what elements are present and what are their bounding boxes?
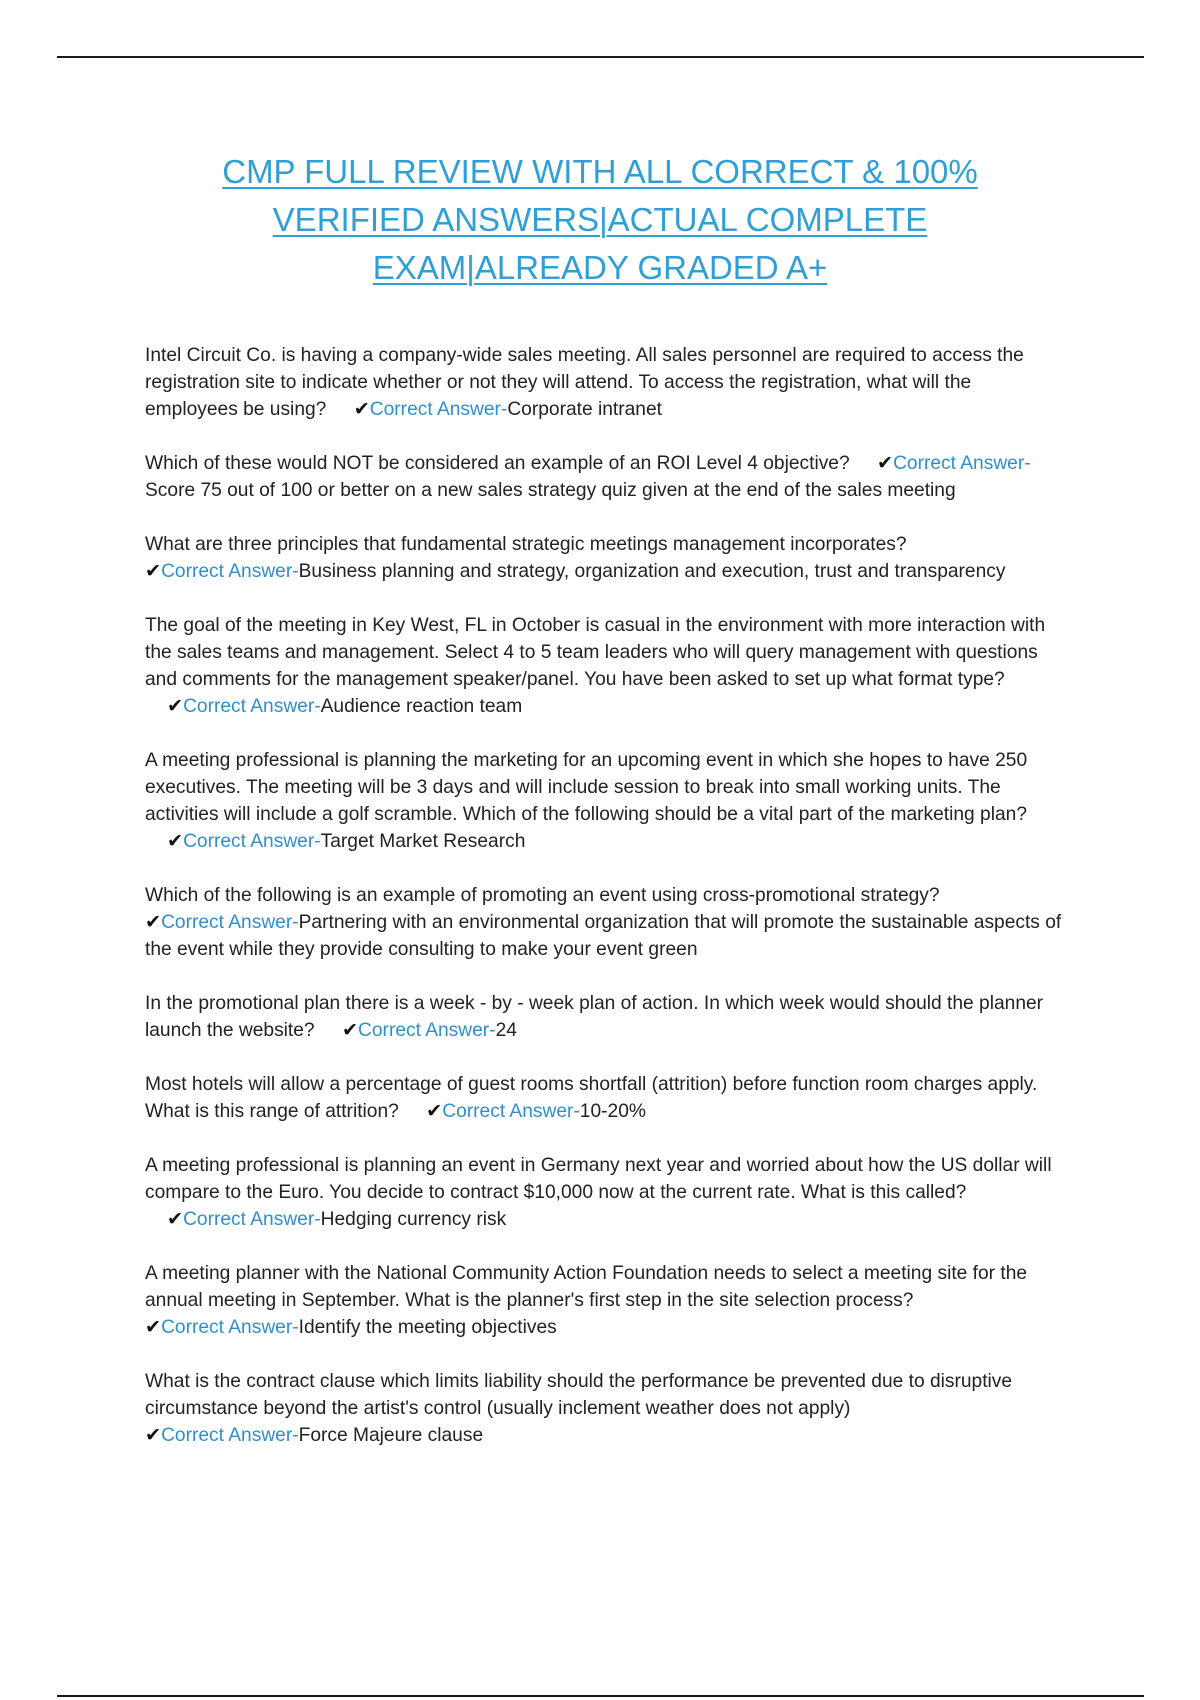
answer-text: 24 xyxy=(495,1020,517,1041)
checkmark-icon: ✔ xyxy=(353,399,370,420)
answer-label: Correct Answer- xyxy=(183,831,321,852)
qa-list xyxy=(145,342,1065,1476)
qa-item xyxy=(145,1071,1065,1125)
question-text: Intel Circuit Co. is having a company-wide sales meeting. All sales personnel are required to access the registration site to indicate whether or not they will attend. To access the registration, what will the employees be using? xyxy=(145,345,1024,420)
question-text: A meeting professional is planning the marketing for an upcoming event in which she hopes to have 250 executives. The meeting will be 3 days and will include session to break into small working units. The activities will include a golf scramble. Which of the following should be a vital part of the marketing plan? xyxy=(145,750,1028,825)
answer-text: Score 75 out of 100 or better on a new sales strategy quiz given at the end of the sales meeting xyxy=(145,480,956,501)
answer-text: Partnering with an environmental organization that will promote the sustainable aspects of the event while they provide consulting to make your event green xyxy=(145,912,1062,960)
answer-label: Correct Answer- xyxy=(161,912,299,933)
answer-text: Business planning and strategy, organization and execution, trust and transparency xyxy=(298,561,1006,582)
question-text: What is the contract clause which limits liability should the performance be prevented due to disruptive circumstance beyond the artist's control (usually inclement weather does not apply) xyxy=(145,1371,1013,1419)
answer-text: Audience reaction team xyxy=(320,696,523,717)
answer-label: Correct Answer- xyxy=(183,1209,321,1230)
qa-item xyxy=(145,450,1065,504)
answer-label: Correct Answer- xyxy=(161,561,299,582)
qa-item xyxy=(145,882,1065,963)
qa-item xyxy=(145,747,1065,855)
qa-item xyxy=(145,1260,1065,1341)
qa-item xyxy=(145,990,1065,1044)
qa-item xyxy=(145,612,1065,720)
checkmark-icon: ✔ xyxy=(167,831,184,852)
question-text: The goal of the meeting in Key West, FL in October is casual in the environment with more interaction with the sales teams and management. Select 4 to 5 team leaders who will query management with questions and comments for the management speaker/panel. You have been asked to set up what format type? xyxy=(145,615,1046,690)
qa-item xyxy=(145,1152,1065,1233)
question-text: A meeting planner with the National Community Action Foundation needs to select a meeting site for the annual meeting in September. What is the planner's first step in the site selection process? xyxy=(145,1263,1028,1311)
answer-label: Correct Answer- xyxy=(161,1317,299,1338)
qa-item xyxy=(145,342,1065,423)
answer-label: Correct Answer- xyxy=(369,399,508,420)
question-text: Most hotels will allow a percentage of guest rooms shortfall (attrition) before function room charges apply. What is this range of attrition? xyxy=(145,1074,1038,1122)
answer-text: Identify the meeting objectives xyxy=(298,1317,557,1338)
question-text: A meeting professional is planning an event in Germany next year and worried about how the US dollar will compare to the Euro. You decide to contract $10,000 now at the current rate. What is this called? xyxy=(145,1155,1052,1203)
checkmark-icon: ✔ xyxy=(145,1425,162,1446)
answer-label: Correct Answer- xyxy=(161,1425,299,1446)
question-text: Which of these would NOT be considered an example of an ROI Level 4 objective? xyxy=(145,453,850,474)
answer-text: Corporate intranet xyxy=(507,399,662,420)
document-title: CMP FULL REVIEW WITH ALL CORRECT & 100% VERIFIED ANSWERS|ACTUAL COMPLETE EXAM|ALREADY GRADED A+ xyxy=(222,153,978,286)
checkmark-icon: ✔ xyxy=(341,1020,359,1041)
top-rule xyxy=(57,56,1144,58)
question-text: In the promotional plan there is a week - by - week plan of action. In which week would should the planner launch the website? xyxy=(145,993,1044,1041)
qa-item xyxy=(145,1368,1065,1449)
answer-text: Target Market Research xyxy=(320,831,526,852)
checkmark-icon: ✔ xyxy=(145,561,162,582)
question-text: Which of the following is an example of promoting an event using cross-promotional strategy? xyxy=(145,885,940,906)
answer-text: 10-20% xyxy=(579,1101,646,1122)
qa-item xyxy=(145,531,1065,585)
checkmark-icon: ✔ xyxy=(145,1317,162,1338)
checkmark-icon: ✔ xyxy=(167,696,184,717)
checkmark-icon: ✔ xyxy=(145,912,162,933)
answer-label: Correct Answer- xyxy=(893,453,1031,474)
checkmark-icon: ✔ xyxy=(426,1101,443,1122)
checkmark-icon: ✔ xyxy=(877,453,894,474)
answer-label: Correct Answer- xyxy=(442,1101,580,1122)
bottom-rule xyxy=(57,1695,1144,1697)
answer-label: Correct Answer- xyxy=(358,1020,496,1041)
answer-text: Hedging currency risk xyxy=(320,1209,507,1230)
answer-label: Correct Answer- xyxy=(183,696,321,717)
checkmark-icon: ✔ xyxy=(167,1209,184,1230)
question-text: What are three principles that fundamental strategic meetings management incorporates? xyxy=(145,534,907,555)
answer-text: Force Majeure clause xyxy=(298,1425,484,1446)
